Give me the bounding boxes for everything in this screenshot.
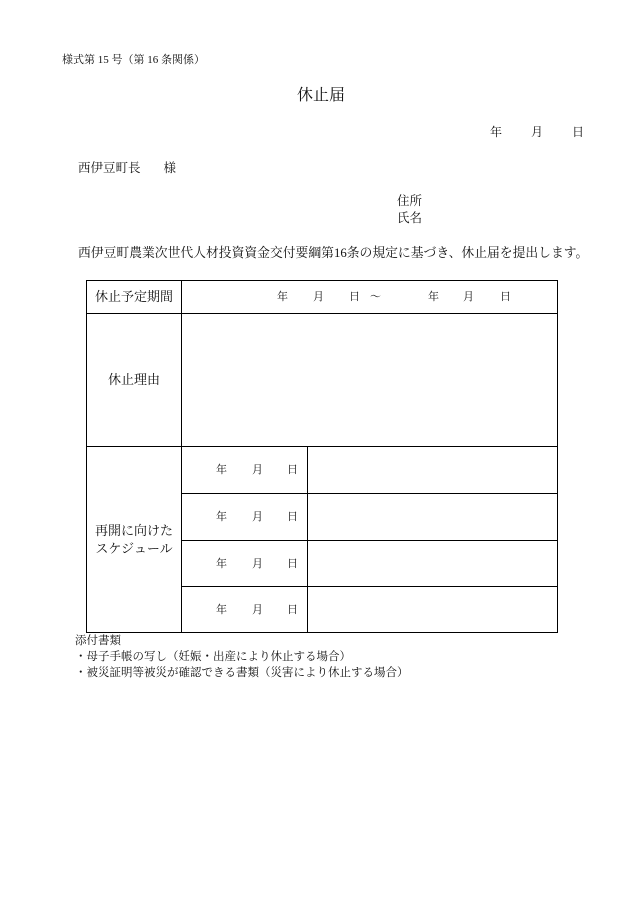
schedule-year-unit: 年	[216, 557, 227, 570]
schedule-detail-cell	[308, 541, 557, 586]
schedule-month-unit: 月	[252, 557, 263, 570]
applicant-address-label: 住所	[397, 194, 423, 208]
period-start-day-unit: 日	[349, 291, 360, 303]
schedule-date-cell	[182, 587, 307, 632]
form-table	[86, 280, 558, 633]
schedule-month-unit: 月	[252, 464, 263, 476]
period-label: 休止予定期間	[94, 289, 173, 304]
reason-value-cell	[182, 314, 557, 446]
schedule-label-cell	[87, 447, 181, 632]
schedule-day-unit: 日	[287, 464, 298, 476]
reason-label: 休止理由	[107, 372, 160, 387]
schedule-day-unit: 日	[287, 511, 298, 523]
period-value-cell	[182, 281, 557, 313]
applicant-name-label: 氏名	[397, 211, 423, 225]
date-day-unit: 日	[572, 125, 585, 139]
period-start-year-unit: 年	[277, 291, 288, 303]
schedule-detail-cell	[308, 447, 557, 493]
schedule-date-cell	[182, 541, 307, 586]
schedule-month-unit: 月	[252, 603, 263, 616]
schedule-day-unit: 日	[287, 603, 298, 616]
submission-date	[490, 124, 584, 140]
document-title: 休止届	[297, 87, 346, 104]
schedule-label-line-1: 再開に向けた	[94, 522, 173, 538]
schedule-year-unit: 年	[216, 511, 227, 523]
period-separator: ～	[370, 291, 381, 303]
schedule-label-line-2: スケジュール	[95, 540, 173, 556]
schedule-detail-cell	[308, 494, 557, 540]
schedule-day-unit: 日	[287, 557, 298, 570]
period-end-month-unit: 月	[463, 291, 474, 303]
schedule-year-unit: 年	[216, 464, 227, 476]
addressee	[78, 159, 176, 177]
schedule-date-cell	[182, 494, 307, 540]
addressee-name: 西伊豆町長	[78, 161, 141, 175]
schedule-year-unit: 年	[216, 603, 227, 616]
form-number: 様式第 15 号（第 16 条関係）	[62, 54, 205, 66]
schedule-month-unit: 月	[252, 511, 263, 523]
period-label-cell	[87, 281, 181, 313]
attachment-item: ・母子手帳の写し（妊娠・出産により休止する場合）	[75, 651, 351, 663]
attachments-section	[75, 633, 409, 681]
body-text: 西伊豆町農業次世代人材投資資金交付要綱第16条の規定に基づき、休止届を提出します。	[78, 246, 589, 260]
period-end-year-unit: 年	[428, 291, 439, 303]
date-year-unit: 年	[490, 125, 503, 139]
date-month-unit: 月	[531, 125, 544, 139]
period-start-month-unit: 月	[313, 291, 324, 303]
period-end-day-unit: 日	[500, 291, 511, 303]
attachment-item: ・被災証明等被災が確認できる書類（災害により休止する場合）	[75, 667, 409, 679]
attachments-heading: 添付書類	[75, 635, 121, 647]
addressee-honorific: 様	[163, 161, 177, 175]
reason-label-cell	[87, 314, 181, 446]
schedule-detail-cell	[308, 587, 557, 632]
schedule-date-cell	[182, 447, 307, 493]
